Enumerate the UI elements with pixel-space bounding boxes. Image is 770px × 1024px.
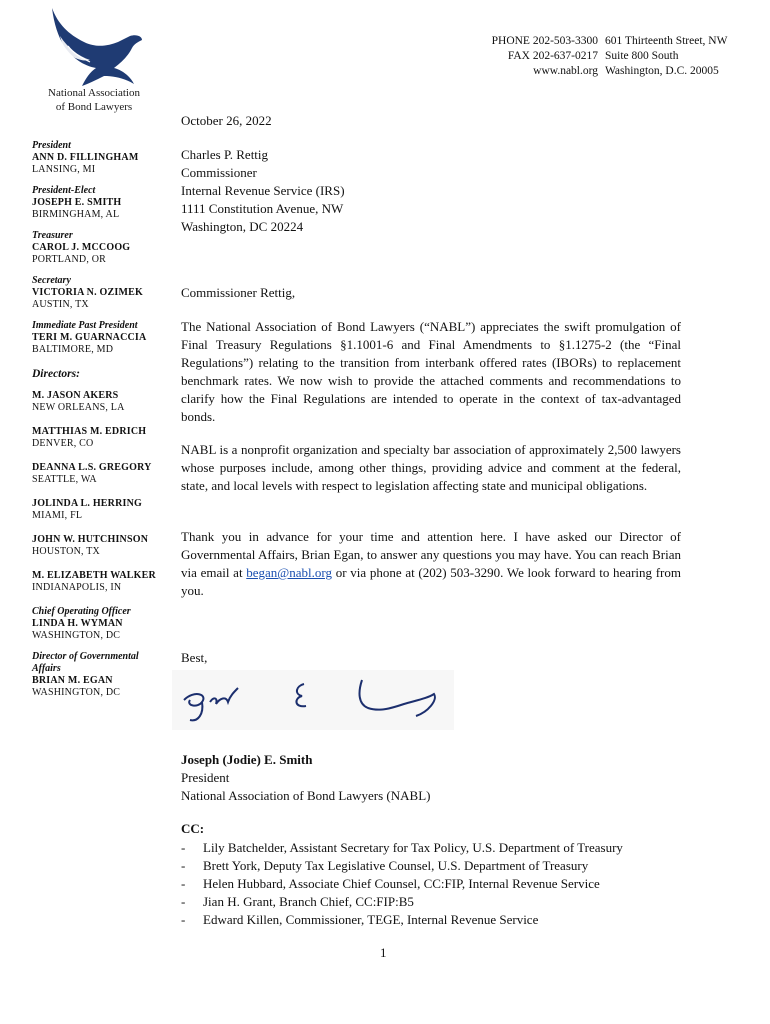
director-entry bbox=[32, 570, 162, 594]
signature bbox=[172, 670, 454, 730]
email-link[interactable]: began@nabl.org bbox=[246, 565, 333, 580]
org-name-line2: of Bond Lawyers bbox=[55, 101, 133, 113]
website[interactable]: www.nabl.org bbox=[533, 65, 598, 77]
signer-block bbox=[181, 751, 681, 805]
officer-president bbox=[32, 140, 162, 176]
officer-role: President bbox=[32, 140, 71, 151]
salutation: Commissioner Rettig, bbox=[181, 285, 296, 300]
letter-date: October 26, 2022 bbox=[181, 113, 272, 128]
director-city: MIAMI, FL bbox=[32, 510, 83, 521]
officer-name: CAROL J. MCCOOG bbox=[32, 242, 131, 253]
staff-name: LINDA H. WYMAN bbox=[32, 618, 123, 629]
paragraph-1: The National Association of Bond Lawyers (“NABL”) appreciates the swift promulgation of Final Treasury Regulations §1.1001-6 and Final Amendments to §1.1275-2 (the “Final Regulations”) relating to the transition from interbank offered rates (IBORs) to replacement benchmark rates. We now wish to provide the attached comments and recommendations to clarify how the Final Regulations are intended to operate in the context of tax-advantaged bonds. bbox=[181, 319, 681, 424]
address-city: Washington, D.C. 20005 bbox=[605, 65, 719, 77]
director-entry bbox=[32, 498, 162, 522]
cc-item: - Brett York, Deputy Tax Legislative Counsel, U.S. Department of Treasury bbox=[181, 858, 589, 873]
director-entry bbox=[32, 534, 162, 558]
cc-item: - Jian H. Grant, Branch Chief, CC:FIP:B5 bbox=[181, 894, 414, 909]
director-entry bbox=[32, 462, 162, 486]
street: 601 Thirteenth Street, NW bbox=[605, 35, 728, 47]
officer-past-president bbox=[32, 320, 162, 356]
contact-phone-block bbox=[492, 34, 598, 79]
director-name: JOHN W. HUTCHINSON bbox=[32, 534, 149, 545]
nabl-logo bbox=[30, 6, 150, 118]
phone: PHONE 202-503-3300 bbox=[491, 35, 598, 47]
director-city: HOUSTON, TX bbox=[32, 546, 100, 557]
officer-role: Secretary bbox=[32, 275, 71, 286]
suite: Suite 800 South bbox=[605, 50, 679, 62]
officer-name: ANN D. FILLINGHAM bbox=[32, 152, 139, 163]
cc-item-text: Helen Hubbard, Associate Chief Counsel, CC:FIP, Internal Revenue Service bbox=[203, 876, 600, 891]
fax: FAX 202-637-0217 bbox=[507, 50, 598, 62]
sidebar-roster bbox=[32, 140, 162, 708]
recipient-title: Commissioner bbox=[181, 165, 257, 180]
officer-city: AUSTIN, TX bbox=[32, 299, 89, 310]
staff-name: BRIAN M. EGAN bbox=[32, 675, 113, 686]
cc-item: - Edward Killen, Commissioner, TEGE, Internal Revenue Service bbox=[181, 912, 539, 927]
director-entry bbox=[32, 390, 162, 414]
recipient-street: 1111 Constitution Avenue, NW bbox=[181, 201, 344, 216]
staff-role: Chief Operating Officer bbox=[32, 606, 131, 617]
staff-coo bbox=[32, 606, 162, 642]
cc-item: - Lily Batchelder, Assistant Secretary for Tax Policy, U.S. Department of Treasury bbox=[181, 840, 623, 855]
officer-city: LANSING, MI bbox=[32, 164, 96, 175]
officer-president-elect bbox=[32, 185, 162, 221]
officer-role: Immediate Past President bbox=[32, 320, 138, 331]
paragraph-3-tail: or via phone at (202) 503-3290. We look forward to hearing from you. bbox=[181, 565, 681, 598]
officer-city: PORTLAND, OR bbox=[32, 254, 107, 265]
signer-title: President bbox=[181, 770, 230, 785]
cc-list bbox=[181, 839, 623, 929]
officer-name: JOSEPH E. SMITH bbox=[32, 197, 122, 208]
closing: Best, bbox=[181, 650, 208, 665]
officer-city: BALTIMORE, MD bbox=[32, 344, 114, 355]
paragraph-3 bbox=[181, 528, 681, 600]
recipient-org: Internal Revenue Service (IRS) bbox=[181, 183, 345, 198]
staff-city: WASHINGTON, DC bbox=[32, 687, 121, 698]
director-name: M. ELIZABETH WALKER bbox=[32, 570, 156, 581]
org-name-line1: National Association bbox=[48, 87, 140, 99]
recipient-name: Charles P. Rettig bbox=[181, 147, 269, 162]
directors-heading: Directors: bbox=[32, 368, 80, 380]
director-name: DEANNA L.S. GREGORY bbox=[32, 462, 152, 473]
paragraph-2: NABL is a nonprofit organization and specialty bar association of approximately 2,500 lawyers whose purposes include, among other things, providing advice and comment at the federal, state, and local levels with respect to legislation affecting state and municipal obligations. bbox=[181, 442, 681, 493]
cc-heading: CC: bbox=[181, 821, 205, 836]
officer-secretary bbox=[32, 275, 162, 311]
staff-city: WASHINGTON, DC bbox=[32, 630, 121, 641]
officer-role: Treasurer bbox=[32, 230, 73, 241]
director-name: MATTHIAS M. EDRICH bbox=[32, 426, 147, 437]
signer-name: Joseph (Jodie) E. Smith bbox=[181, 752, 313, 767]
director-city: NEW ORLEANS, LA bbox=[32, 402, 125, 413]
signer-org: National Association of Bond Lawyers (NABL) bbox=[181, 788, 431, 803]
director-city: INDIANAPOLIS, IN bbox=[32, 582, 122, 593]
recipient-city: Washington, DC 20224 bbox=[181, 219, 304, 234]
director-name: M. JASON AKERS bbox=[32, 390, 119, 401]
officer-name: VICTORIA N. OZIMEK bbox=[32, 287, 143, 298]
cc-item-text: Edward Killen, Commissioner, TEGE, Internal Revenue Service bbox=[203, 912, 539, 927]
cc-item-text: Jian H. Grant, Branch Chief, CC:FIP:B5 bbox=[203, 894, 414, 909]
org-name bbox=[30, 86, 158, 114]
contact-address-block bbox=[605, 34, 727, 79]
officer-treasurer bbox=[32, 230, 162, 266]
recipient-address bbox=[181, 146, 681, 236]
paragraph-3-lead: Thank you in advance for your time and attention here. I have asked our Director of Governmental Affairs, Brian Egan, to answer any questions you may have. You can reach Brian via email at bbox=[181, 529, 681, 580]
director-entry bbox=[32, 426, 162, 450]
page-number: 1 bbox=[380, 945, 387, 960]
officer-role: President-Elect bbox=[32, 185, 96, 196]
cc-item: - Helen Hubbard, Associate Chief Counsel, CC:FIP, Internal Revenue Service bbox=[181, 876, 600, 891]
director-city: DENVER, CO bbox=[32, 438, 94, 449]
officer-name: TERI M. GUARNACCIA bbox=[32, 332, 147, 343]
officer-city: BIRMINGHAM, AL bbox=[32, 209, 120, 220]
staff-role: Director of Governmental Affairs bbox=[32, 651, 139, 674]
director-city: SEATTLE, WA bbox=[32, 474, 97, 485]
staff-director-gov-affairs bbox=[32, 651, 162, 699]
cc-item-text: Brett York, Deputy Tax Legislative Counsel, U.S. Department of Treasury bbox=[203, 858, 589, 873]
cc-item-text: Lily Batchelder, Assistant Secretary for Tax Policy, U.S. Department of Treasury bbox=[203, 840, 623, 855]
eagle-icon bbox=[38, 6, 148, 88]
director-name: JOLINDA L. HERRING bbox=[32, 498, 143, 509]
